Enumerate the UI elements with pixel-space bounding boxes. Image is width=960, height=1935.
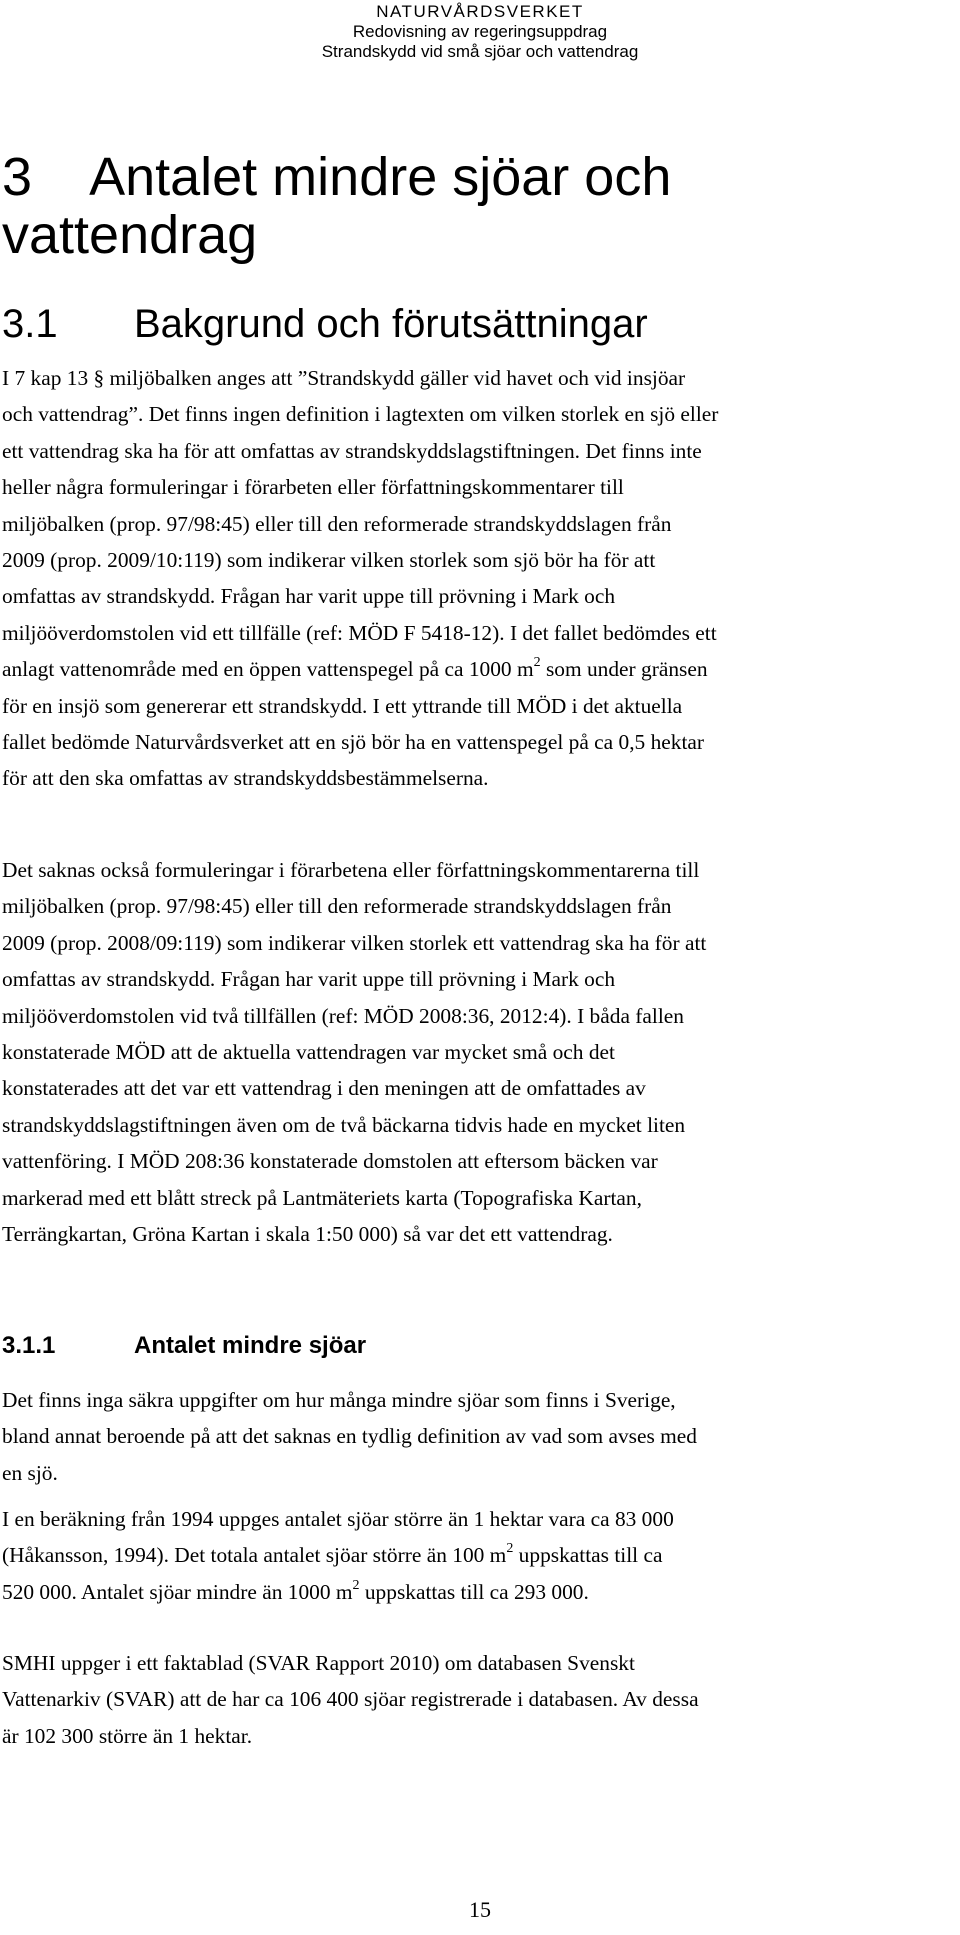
chapter-heading-line-2: vattendrag [2,205,258,265]
paragraph-line: Det finns inga säkra uppgifter om hur många mindre sjöar som finns i Sverige, [2,1388,676,1412]
superscript-2: 2 [533,655,541,671]
line-text: uppskattas till ca 293 000. [359,1579,589,1604]
paragraph-line: omfattas av strandskydd. Frågan har varit uppe till prövning i Mark och [2,584,616,609]
section-number: 3.1 [2,302,58,346]
paragraph-line: Vattenarkiv (SVAR) att de har ca 106 400 sjöar registrerade i databasen. Av dessa [2,1687,699,1712]
paragraph-line: strandskyddslagstiftningen även om de två bäckarna tidvis hade en mycket liten [2,1112,686,1137]
superscript-2: 2 [352,1577,360,1593]
subsection-paragraph-3 [2,1645,952,1754]
subsection-paragraph-1 [2,1382,952,1491]
paragraph-line: heller några formuleringar i förarbeten eller författningskommentarer till [2,475,624,500]
paragraph-line: för en insjö som genererar ett strandskydd. I ett yttrande till MÖD i det aktuella [2,693,683,718]
page-number: 15 [469,1897,491,1922]
paragraph-line: bland annat beroende på att det saknas en tydlig definition av vad som avses med [2,1424,697,1449]
chapter-heading-line-1: 3 Antalet mindre sjöar och [2,147,672,207]
paragraph-line: markerad med ett blått streck på Lantmäteriets karta (Topografiska Kartan, [2,1185,642,1210]
paragraph-line: miljöbalken (prop. 97/98:45) eller till den reformerade strandskyddslagen från [2,894,672,919]
line-text: (Håkansson, 1994). Det totala antalet sjöar större än 100 m [2,1543,507,1568]
line-text: anlagt vattenområde med en öppen vattenspegel på ca 1000 m [2,657,534,682]
paragraph-line [2,1537,952,1573]
paragraph-line: 2009 (prop. 2009/10:119) som indikerar vilken storlek som sjö bör ha för att [2,548,656,573]
paragraph-line: vattenföring. I MÖD 208:36 konstaterade domstolen att eftersom bäcken var [2,1149,658,1174]
paragraph-line: konstaterades att det var ett vattendrag i den meningen att de omfattades av [2,1076,646,1101]
superscript-2: 2 [506,1541,514,1557]
section-paragraph-1 [2,360,952,797]
paragraph-line: miljöbalken (prop. 97/98:45) eller till den reformerade strandskyddslagen från [2,511,672,536]
section-heading [2,302,942,346]
line-text: som under gränsen [540,657,708,682]
header-report-type: Redovisning av regeringsuppdrag [352,22,608,41]
paragraph-line [2,1574,952,1610]
section-paragraph-2 [2,852,952,1252]
subsection-heading [2,1332,942,1360]
paragraph-line: I 7 kap 13 § miljöbalken anges att ”Strandskydd gäller vid havet och vid insjöar [2,366,686,390]
subsection-paragraph-2 [2,1501,952,1610]
paragraph-line: I en beräkning från 1994 uppges antalet sjöar större än 1 hektar vara ca 83 000 [2,1507,674,1531]
line-text: uppskattas till ca [513,1543,663,1568]
subsection-number: 3.1.1 [2,1332,56,1359]
paragraph-line: 2009 (prop. 2008/09:119) som indikerar vilken storlek ett vattendrag ska ha för att [2,930,707,955]
paragraph-line: för att den ska omfattas av strandskyddsbestämmelserna. [2,766,489,791]
header-report-title: Strandskydd vid små sjöar och vattendrag [321,42,639,61]
paragraph-line: är 102 300 större än 1 hektar. [2,1723,253,1748]
paragraph-line: en sjö. [2,1460,58,1485]
paragraph-line: fallet bedömde Naturvårdsverket att en sjö bör ha en vattenspegel på ca 0,5 hektar [2,730,705,755]
paragraph-line: konstaterade MÖD att de aktuella vattendragen var mycket små och det [2,1040,615,1065]
paragraph-line: miljööverdomstolen vid ett tillfälle (ref: MÖD F 5418-12). I det fallet bedömdes ett [2,620,717,645]
paragraph-line: omfattas av strandskydd. Frågan har varit uppe till prövning i Mark och [2,967,616,992]
paragraph-line: SMHI uppger i ett faktablad (SVAR Rapport 2010) om databasen Svenskt [2,1651,635,1675]
running-header [0,2,960,62]
paragraph-line: ett vattendrag ska ha för att omfattas av strandskyddslagstiftningen. Det finns inte [2,438,702,463]
line-text: 520 000. Antalet sjöar mindre än 1000 m [2,1579,353,1604]
section-title: Bakgrund och förutsättningar [134,302,648,346]
paragraph-line: Terrängkartan, Gröna Kartan i skala 1:50 000) så var det ett vattendrag. [2,1222,613,1247]
paragraph-line [2,651,952,687]
chapter-heading [2,148,942,264]
subsection-title: Antalet mindre sjöar [134,1332,367,1359]
paragraph-line: och vattendrag”. Det finns ingen definition i lagtexten om vilken storlek en sjö eller [2,402,719,427]
header-organization: NATURVÅRDSVERKET [376,2,584,21]
paragraph-line: Det saknas också formuleringar i förarbetena eller författningskommentarerna till [2,858,700,882]
paragraph-line: miljööverdomstolen vid två tillfällen (ref: MÖD 2008:36, 2012:4). I båda fallen [2,1003,684,1028]
